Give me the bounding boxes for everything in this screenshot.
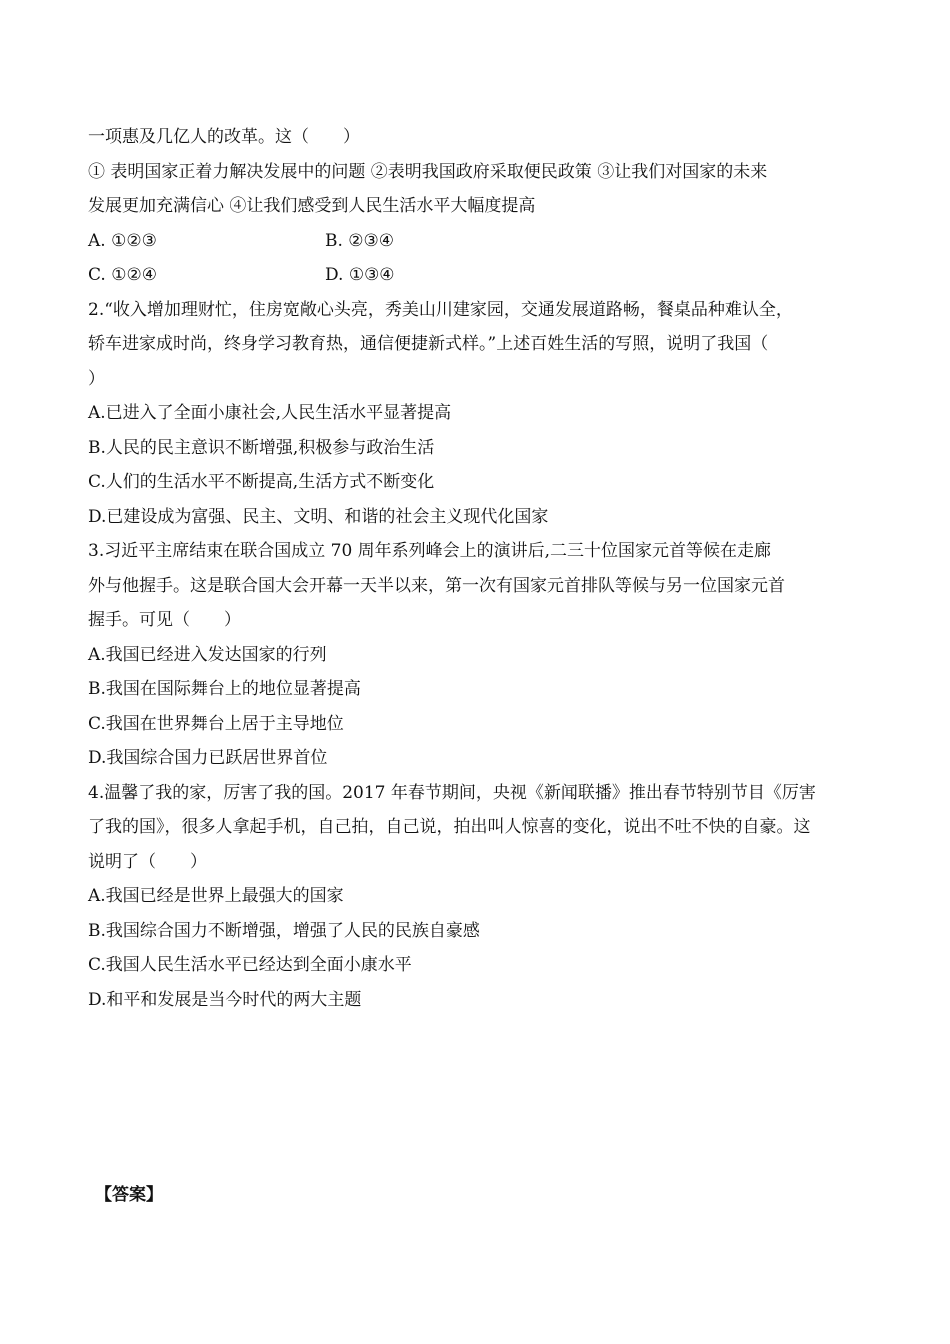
q2-option-c: C.人们的生活水平不断提高,生活方式不断变化 (88, 472, 435, 492)
q3-option-d: D.我国综合国力已跃居世界首位 (88, 748, 328, 768)
q1-options-row2 (88, 258, 868, 293)
q1-option-c: C. ①②④ (88, 265, 157, 285)
question-list (88, 120, 868, 1017)
q3-stem-line2: 外与他握手。这是联合国大会开幕一天半以来，第一次有国家元首排队等候与另一位国家元首 (88, 575, 785, 596)
q1-option-d: D. ①③④ (325, 265, 395, 285)
q1-statements-line1: ① 表明国家正着力解决发展中的问题 ②表明我国政府采取便民政策 ③让我们对国家的未来 (88, 161, 768, 182)
q4-option-b: B.我国综合国力不断增强，增强了人民的民族自豪感 (88, 920, 480, 941)
q3-option-b: B.我国在国际舞台上的地位显著提高 (88, 679, 361, 699)
q2-stem-line1: 2.“收入增加理财忙，住房宽敞心头亮，秀美山川建家园，交通发展道路畅，餐桌品种难认全， (88, 299, 793, 320)
q4-option-a: A.我国已经是世界上最强大的国家 (88, 886, 344, 906)
q2-stem-line2: 轿车进家成时尚，终身学习教育热，通信便捷新式样。”上述百姓生活的写照，说明了我国（ (88, 334, 769, 354)
q1-option-a: A. ①②③ (88, 230, 157, 251)
q2-stem-line3: ） (88, 368, 105, 389)
q4-option-c: C.我国人民生活水平已经达到全面小康水平 (88, 955, 412, 975)
q2-option-a: A.已进入了全面小康社会,人民生活水平显著提高 (88, 403, 452, 423)
q1-options-row1 (88, 224, 868, 259)
q2-option-b: B.人民的民主意识不断增强,积极参与政治生活 (88, 437, 435, 458)
q3-option-c: C.我国在世界舞台上居于主导地位 (88, 713, 344, 734)
q3-option-a: A.我国已经进入发达国家的行列 (88, 644, 327, 665)
q2-option-d: D.已建设成为富强、民主、文明、和谐的社会主义现代化国家 (88, 506, 549, 527)
q1-statements-line2: 发展更加充满信心 ④让我们感受到人民生活水平大幅度提高 (88, 196, 536, 216)
q4-option-d: D.和平和发展是当今时代的两大主题 (88, 989, 362, 1010)
q4-stem-line3: 说明了（ ） (88, 851, 207, 872)
q1-stem: 一项惠及几亿人的改革。这（ ） (88, 127, 360, 147)
q1-option-b: B. ②③④ (325, 230, 395, 251)
q3-stem-line1: 3.习近平主席结束在联合国成立 70 周年系列峰会上的演讲后,二三十位国家元首等候在走廊 (88, 541, 772, 561)
q4-stem-line2: 了我的国》，很多人拿起手机，自己拍，自己说，拍出叫人惊喜的变化，说出不吐不快的自豪。这 (88, 817, 811, 837)
q4-stem-line1: 4.温馨了我的家，厉害了我的国。2017 年春节期间，央视《新闻联播》推出春节特别节目《厉害 (88, 782, 816, 803)
q3-stem-line3: 握手。可见（ ） (88, 610, 241, 630)
answer-heading: 【答案】 (95, 1185, 163, 1205)
